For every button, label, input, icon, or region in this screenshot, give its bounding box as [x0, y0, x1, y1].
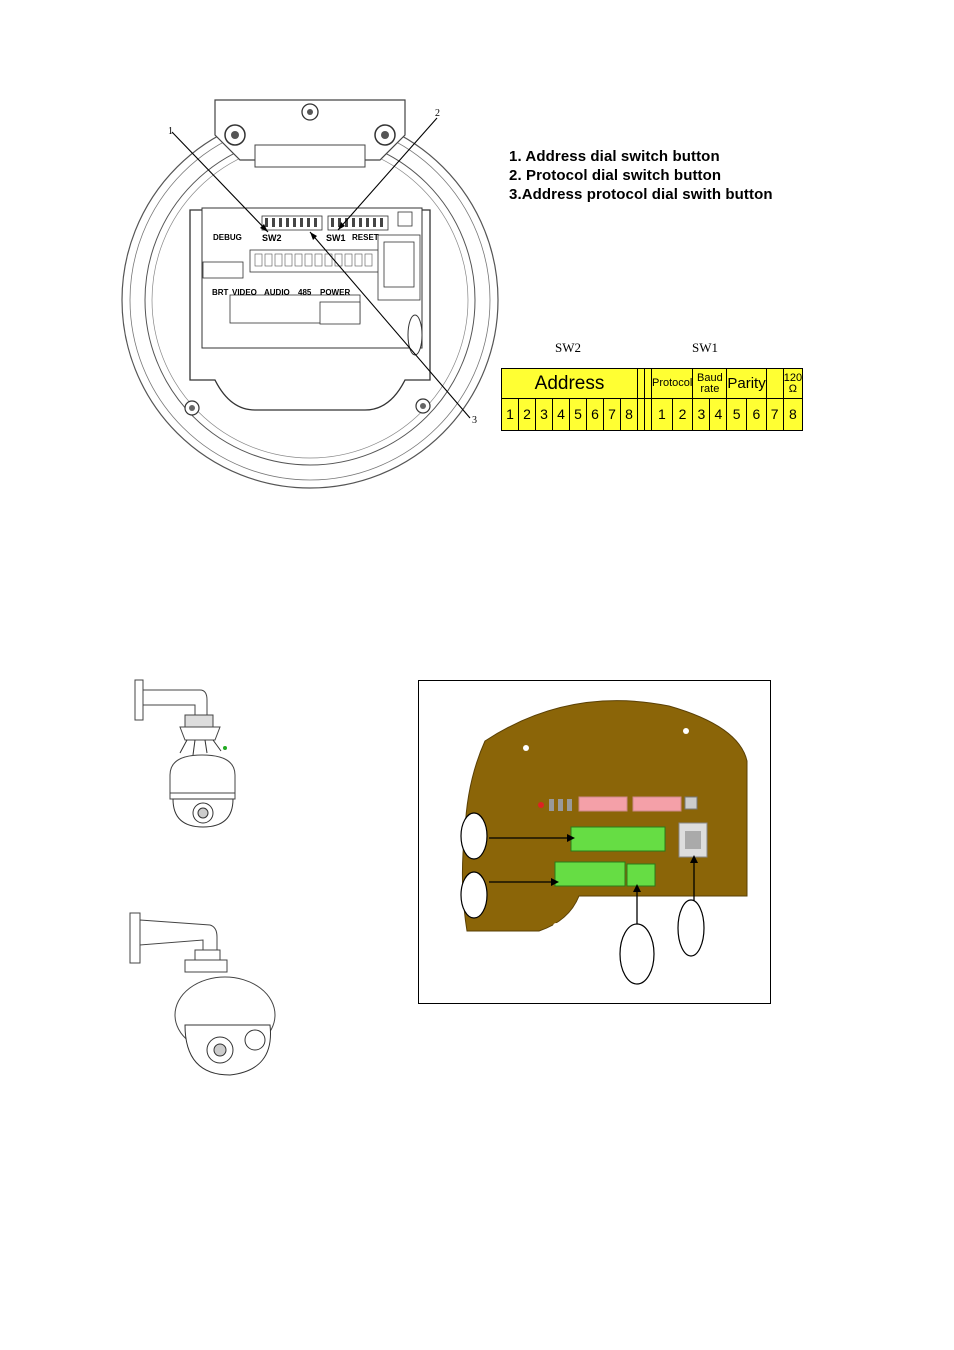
sw1-cell: 8	[783, 399, 802, 431]
sw1-cell: 3	[693, 399, 710, 431]
sw1-cell: 1	[652, 399, 673, 431]
board-label-power: POWER	[320, 288, 351, 297]
legend-item-1: 1. Address dial switch button	[509, 148, 720, 165]
sw1-cell: 4	[710, 399, 727, 431]
sw2-cell: 5	[570, 399, 587, 431]
legend-item-2: 2. Protocol dial switch button	[509, 167, 722, 184]
sw2-cell: 8	[621, 399, 638, 431]
board-label-audio: AUDIO	[264, 288, 290, 297]
sw1-cell: 7	[766, 399, 783, 431]
camera-wall-mount-drawing-2	[125, 905, 285, 1085]
board-label-debug: DEBUG	[213, 233, 242, 242]
header-address: Address	[502, 369, 638, 399]
sw1-cell: 2	[672, 399, 693, 431]
camera-base-drawing	[110, 90, 520, 490]
board-label-sw2: SW2	[262, 233, 282, 243]
sw1-cell: 5	[727, 399, 747, 431]
callout-1: 1	[168, 126, 173, 137]
legend-item-3: 3.Address protocol dial swith button	[509, 186, 773, 203]
dip-switch-table	[501, 368, 803, 431]
callout-3: 3	[472, 415, 477, 426]
sw2-cell: 6	[587, 399, 604, 431]
header-protocol: Protocol	[652, 369, 693, 399]
board-label-485: 485	[298, 288, 312, 297]
pcb-illustration	[419, 681, 770, 1003]
sw2-cell: 2	[519, 399, 536, 431]
sw1-cell: 6	[747, 399, 767, 431]
sw2-cell: 1	[502, 399, 519, 431]
sw2-cell: 4	[553, 399, 570, 431]
sw2-label: SW2	[555, 340, 581, 355]
header-baud-rate: Baud rate	[693, 369, 727, 399]
callout-2: 2	[435, 108, 440, 119]
camera-wall-mount-drawing-1	[125, 675, 255, 835]
sw1-label: SW1	[692, 340, 718, 355]
header-120-ohm: 120 Ω	[783, 369, 802, 399]
board-label-brt: BRT	[212, 288, 229, 297]
header-parity: Parity	[727, 369, 766, 399]
sw2-cell: 7	[604, 399, 621, 431]
sw2-cell: 3	[536, 399, 553, 431]
board-label-sw1: SW1	[326, 233, 346, 243]
board-label-reset: RESET	[352, 233, 379, 242]
board-label-video: VIDEO	[232, 288, 257, 297]
